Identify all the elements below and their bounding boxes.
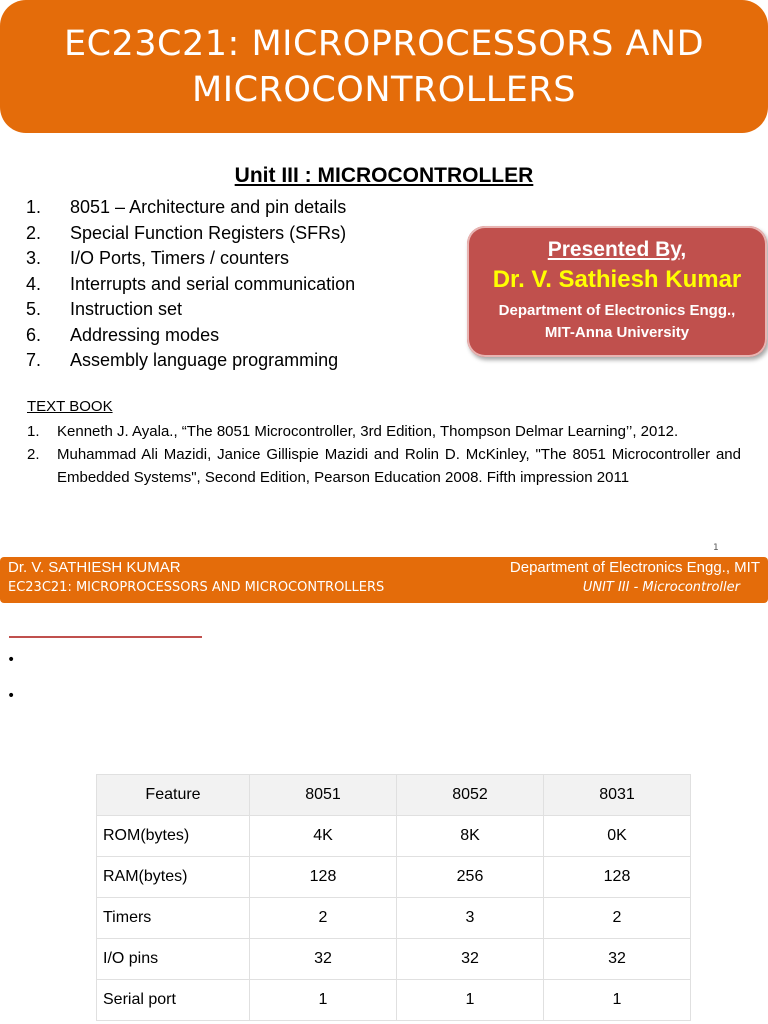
page-number: 1 <box>713 543 719 553</box>
topic-item <box>26 348 355 374</box>
topic-text: Instruction set <box>70 299 183 319</box>
table-row <box>97 980 691 1021</box>
reference-item <box>27 420 741 443</box>
table-cell: 4K <box>250 816 397 857</box>
topic-number: 2. <box>26 222 42 243</box>
table-cell: 8K <box>397 816 544 857</box>
presenter-heading: Presented By, <box>547 238 687 261</box>
topic-text: 8051 – Architecture and pin details <box>70 197 347 217</box>
bullet-point: • <box>7 688 16 704</box>
topic-item <box>26 272 355 298</box>
topic-text: Addressing modes <box>70 324 220 345</box>
table-cell: 1 <box>397 980 544 1021</box>
topic-number: 4. <box>26 273 42 294</box>
topic-text: Special Function Registers (SFRs) <box>70 222 347 243</box>
topic-number: 7. <box>26 350 42 370</box>
table-header-cell: 8031 <box>544 775 691 816</box>
table-header-row <box>97 775 691 816</box>
table-cell: I/O pins <box>97 939 250 980</box>
topic-item <box>26 195 355 221</box>
reference-text: Muhammad Ali Mazidi, Janice Gillispie Mazidi and Rolin D. McKinley, "The 8051 Microcontroller and Embedded Systems", Second Edition, Pearson Education 2008. Fifth impression 2011 <box>57 446 741 486</box>
topic-text: I/O Ports, Timers / counters <box>70 248 290 268</box>
table-cell: Serial port <box>97 980 250 1021</box>
topic-item <box>26 246 355 272</box>
table-row <box>97 898 691 939</box>
table-header-cell: Feature <box>97 775 250 816</box>
topic-item <box>26 323 355 349</box>
table-cell: 2 <box>544 898 691 939</box>
presenter-box <box>467 226 767 357</box>
presenter-dept-line2: MIT-Anna University <box>544 324 690 341</box>
footer-department: Department of Electronics Engg., MIT <box>509 559 760 576</box>
slide-2 <box>0 608 768 1024</box>
presenter-department <box>467 300 767 344</box>
table-cell: 32 <box>544 939 691 980</box>
topic-number: 5. <box>26 299 42 319</box>
presenter-dept-line1: Department of Electronics Engg., <box>498 302 736 319</box>
bullet-point: • <box>7 652 16 668</box>
reference-number: 1. <box>27 423 40 440</box>
textbook-label: TEXT BOOK <box>27 398 113 415</box>
table-cell: 128 <box>544 857 691 898</box>
footer-bar <box>0 557 768 603</box>
topic-number: 6. <box>26 324 42 345</box>
topic-text: Interrupts and serial communication <box>70 273 356 294</box>
table-cell: 32 <box>250 939 397 980</box>
topic-item <box>26 297 355 323</box>
reference-text: Kenneth J. Ayala., “The 8051 Microcontroller, 3rd Edition, Thompson Delmar Learning’’, 2012. <box>57 423 679 440</box>
table-cell: 3 <box>397 898 544 939</box>
table-row <box>97 816 691 857</box>
table-cell: ROM(bytes) <box>97 816 250 857</box>
table-cell: 2 <box>250 898 397 939</box>
table-cell: 0K <box>544 816 691 857</box>
reference-item <box>27 443 741 489</box>
topic-text: Assembly language programming <box>70 350 339 370</box>
presenter-name: Dr. V. Sathiesh Kumar <box>492 266 742 293</box>
unit-heading: Unit III : MICROCONTROLLER <box>234 164 534 187</box>
table-row <box>97 939 691 980</box>
topic-number: 1. <box>26 197 42 217</box>
table-cell: Timers <box>97 898 250 939</box>
table-cell: 128 <box>250 857 397 898</box>
footer-course: EC23C21: MICROPROCESSORS AND MICROCONTROLLERS <box>8 580 385 595</box>
table-header-cell: 8052 <box>397 775 544 816</box>
table-cell: 1 <box>544 980 691 1021</box>
table-cell: RAM(bytes) <box>97 857 250 898</box>
comparison-table <box>96 774 691 1021</box>
topic-item <box>26 221 355 247</box>
footer-author: Dr. V. SATHIESH KUMAR <box>8 559 181 576</box>
title-banner <box>0 0 768 133</box>
table-row <box>97 857 691 898</box>
table-cell: 32 <box>397 939 544 980</box>
reference-list <box>27 420 741 489</box>
table-header-cell: 8051 <box>250 775 397 816</box>
heading-underline-rule <box>9 636 202 638</box>
topic-list <box>26 195 355 374</box>
reference-number: 2. <box>27 446 40 463</box>
footer-unit: UNIT III - Microcontroller <box>582 580 740 595</box>
slide-title: EC23C21: MICROPROCESSORS AND MICROCONTROLLERS <box>63 23 705 110</box>
table-cell: 256 <box>397 857 544 898</box>
table-cell: 1 <box>250 980 397 1021</box>
topic-number: 3. <box>26 248 42 268</box>
